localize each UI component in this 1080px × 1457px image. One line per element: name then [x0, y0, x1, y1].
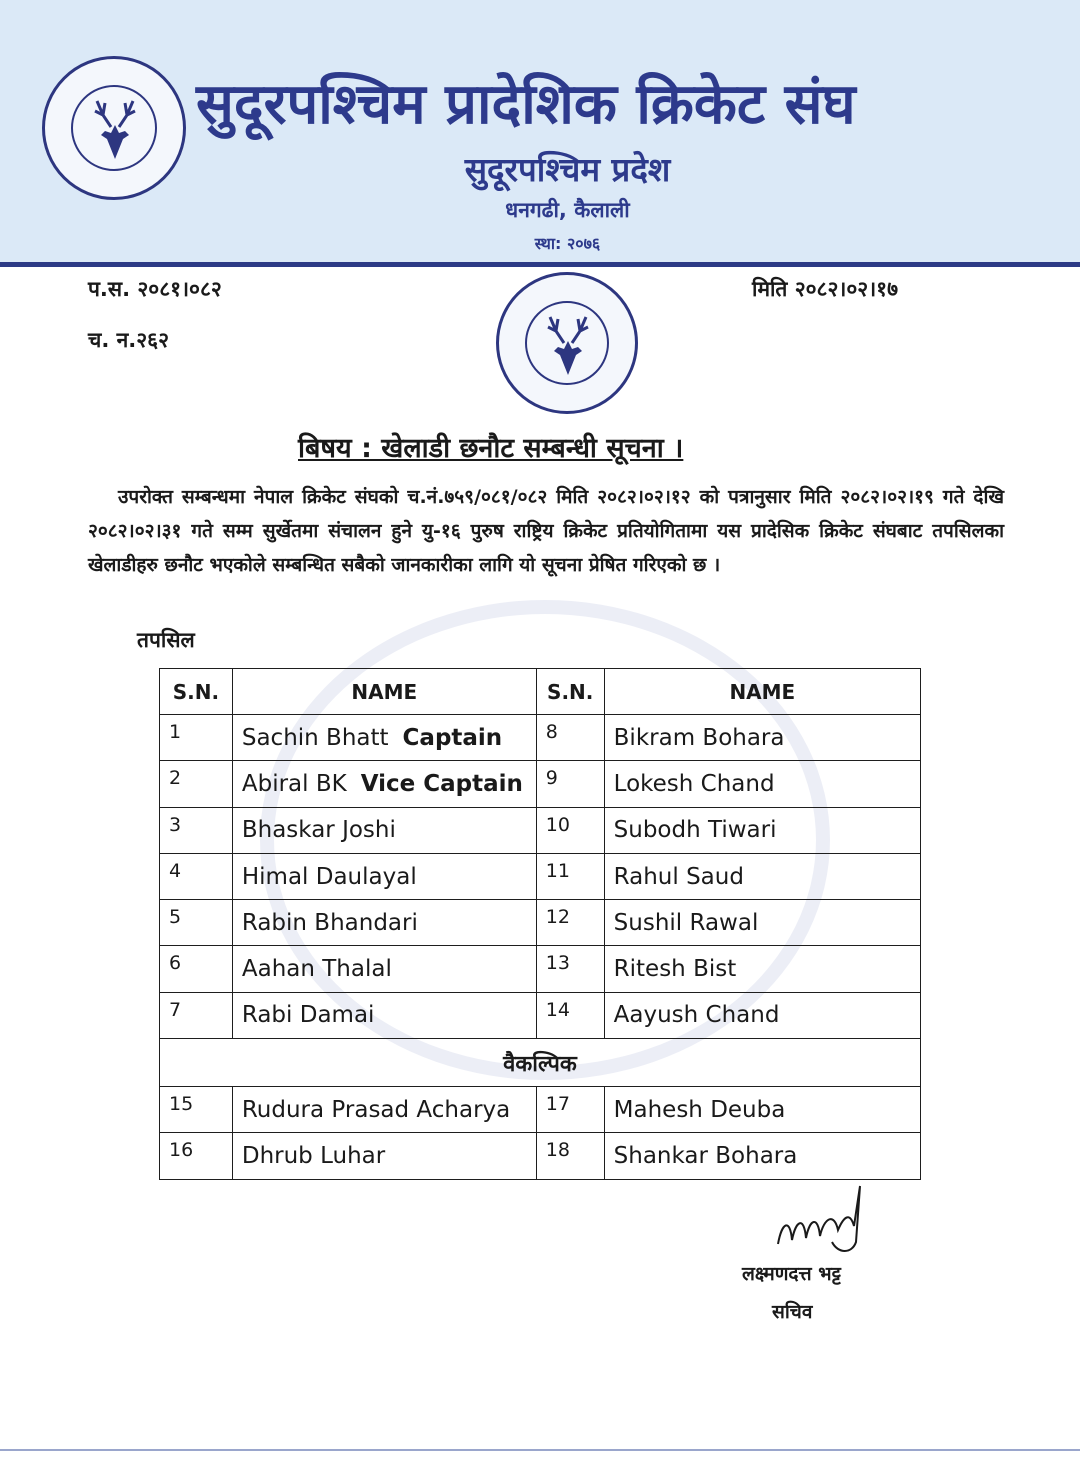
letter-reference-ps: प.स. २०८१।०८२ [88, 277, 222, 301]
column-header-name: NAME [232, 669, 536, 715]
player-name: Ritesh Bist [604, 946, 920, 992]
serial-number: 3 [160, 807, 233, 853]
signatory-name: लक्ष्मणदत्त भट्ट [742, 1263, 841, 1285]
player-name: Himal Daulayal [232, 853, 536, 899]
letter-subject: बिषय : खेलाडी छनौट सम्बन्धी सूचना । [298, 433, 684, 464]
player-name-text: Abiral BK [241, 770, 347, 797]
player-name: Rabin Bhandari [232, 900, 536, 946]
table-row [160, 715, 921, 761]
player-name: Bikram Bohara [604, 715, 920, 761]
table-row [160, 1087, 921, 1133]
serial-number: 6 [160, 946, 233, 992]
table-row [160, 1133, 921, 1179]
letter-date: मिति २०८२।०२।१७ [752, 277, 898, 301]
serial-number: 13 [536, 946, 604, 992]
letter-reference-cn: च. न.२६२ [88, 328, 170, 352]
serial-number: 11 [536, 853, 604, 899]
serial-number: 14 [536, 992, 604, 1038]
stamp-seal [496, 272, 638, 414]
player-name: Mahesh Deuba [604, 1087, 920, 1133]
reserve-heading: वैकल्पिक [160, 1039, 921, 1087]
table-row [160, 992, 921, 1038]
column-header-sn: S.N. [536, 669, 604, 715]
signatory-title: सचिव [772, 1301, 813, 1323]
column-header-sn: S.N. [160, 669, 233, 715]
established-year: स्था: २०७६ [534, 234, 601, 253]
letterhead-divider [0, 262, 1080, 267]
serial-number: 7 [160, 992, 233, 1038]
table-row [160, 946, 921, 992]
table-row [160, 807, 921, 853]
address: धनगढी, कैलाली [505, 198, 630, 222]
letter-body: उपरोक्त सम्बन्धमा नेपाल क्रिकेट संघको च.नं.७५९/०८१/०८२ मिति २०८२।०२।१२ को पत्रानुसार मिति २०८२।०२।१९ गते देखि २०८२।०२।३१ गते सम्म सुर्खेतमा संचालन हुने यु-१६ पुरुष राष्ट्रिय क्रिकेट प्रतियोगितामा यस प्रादेसिक क्रिकेट संघबाट तपसिलका खेलाडीहरु छनौट भएकोले सम्बन्धित सबैको जानकारीका लागि यो सूचना प्रेषित गरिएको छ । [88, 486, 1004, 576]
player-name: Subodh Tiwari [604, 807, 920, 853]
player-name: Dhrub Luhar [232, 1133, 536, 1179]
player-name [232, 761, 536, 807]
player-name: Rudura Prasad Acharya [232, 1087, 536, 1133]
serial-number: 2 [160, 761, 233, 807]
table-row [160, 900, 921, 946]
player-name: Aayush Chand [604, 992, 920, 1038]
player-name [232, 715, 536, 761]
players-table [159, 668, 921, 1180]
player-name: Bhaskar Joshi [232, 807, 536, 853]
handwritten-signature [768, 1182, 878, 1262]
player-name: Aahan Thalal [232, 946, 536, 992]
serial-number: 17 [536, 1087, 604, 1133]
deer-head-icon [540, 311, 596, 377]
player-name: Sushil Rawal [604, 900, 920, 946]
footer-divider [0, 1449, 1080, 1451]
reserve-heading-row [160, 1039, 921, 1087]
serial-number: 5 [160, 900, 233, 946]
serial-number: 18 [536, 1133, 604, 1179]
player-name: Rahul Saud [604, 853, 920, 899]
details-heading: तपसिल [137, 628, 195, 652]
player-role: Vice Captain [360, 770, 523, 797]
serial-number: 4 [160, 853, 233, 899]
serial-number: 12 [536, 900, 604, 946]
organization-name: सुदूरपश्चिम प्रादेशिक क्रिकेट संघ [196, 72, 856, 137]
player-name: Rabi Damai [232, 992, 536, 1038]
player-name: Lokesh Chand [604, 761, 920, 807]
player-name-text: Sachin Bhatt [241, 724, 389, 751]
serial-number: 8 [536, 715, 604, 761]
serial-number: 16 [160, 1133, 233, 1179]
column-header-name: NAME [604, 669, 920, 715]
table-header-row [160, 669, 921, 715]
serial-number: 10 [536, 807, 604, 853]
player-role: Captain [402, 724, 503, 751]
player-name: Shankar Bohara [604, 1133, 920, 1179]
province-name: सुदूरपश्चिम प्रदेश [464, 150, 671, 189]
serial-number: 15 [160, 1087, 233, 1133]
serial-number: 9 [536, 761, 604, 807]
serial-number: 1 [160, 715, 233, 761]
table-row [160, 761, 921, 807]
table-row [160, 853, 921, 899]
